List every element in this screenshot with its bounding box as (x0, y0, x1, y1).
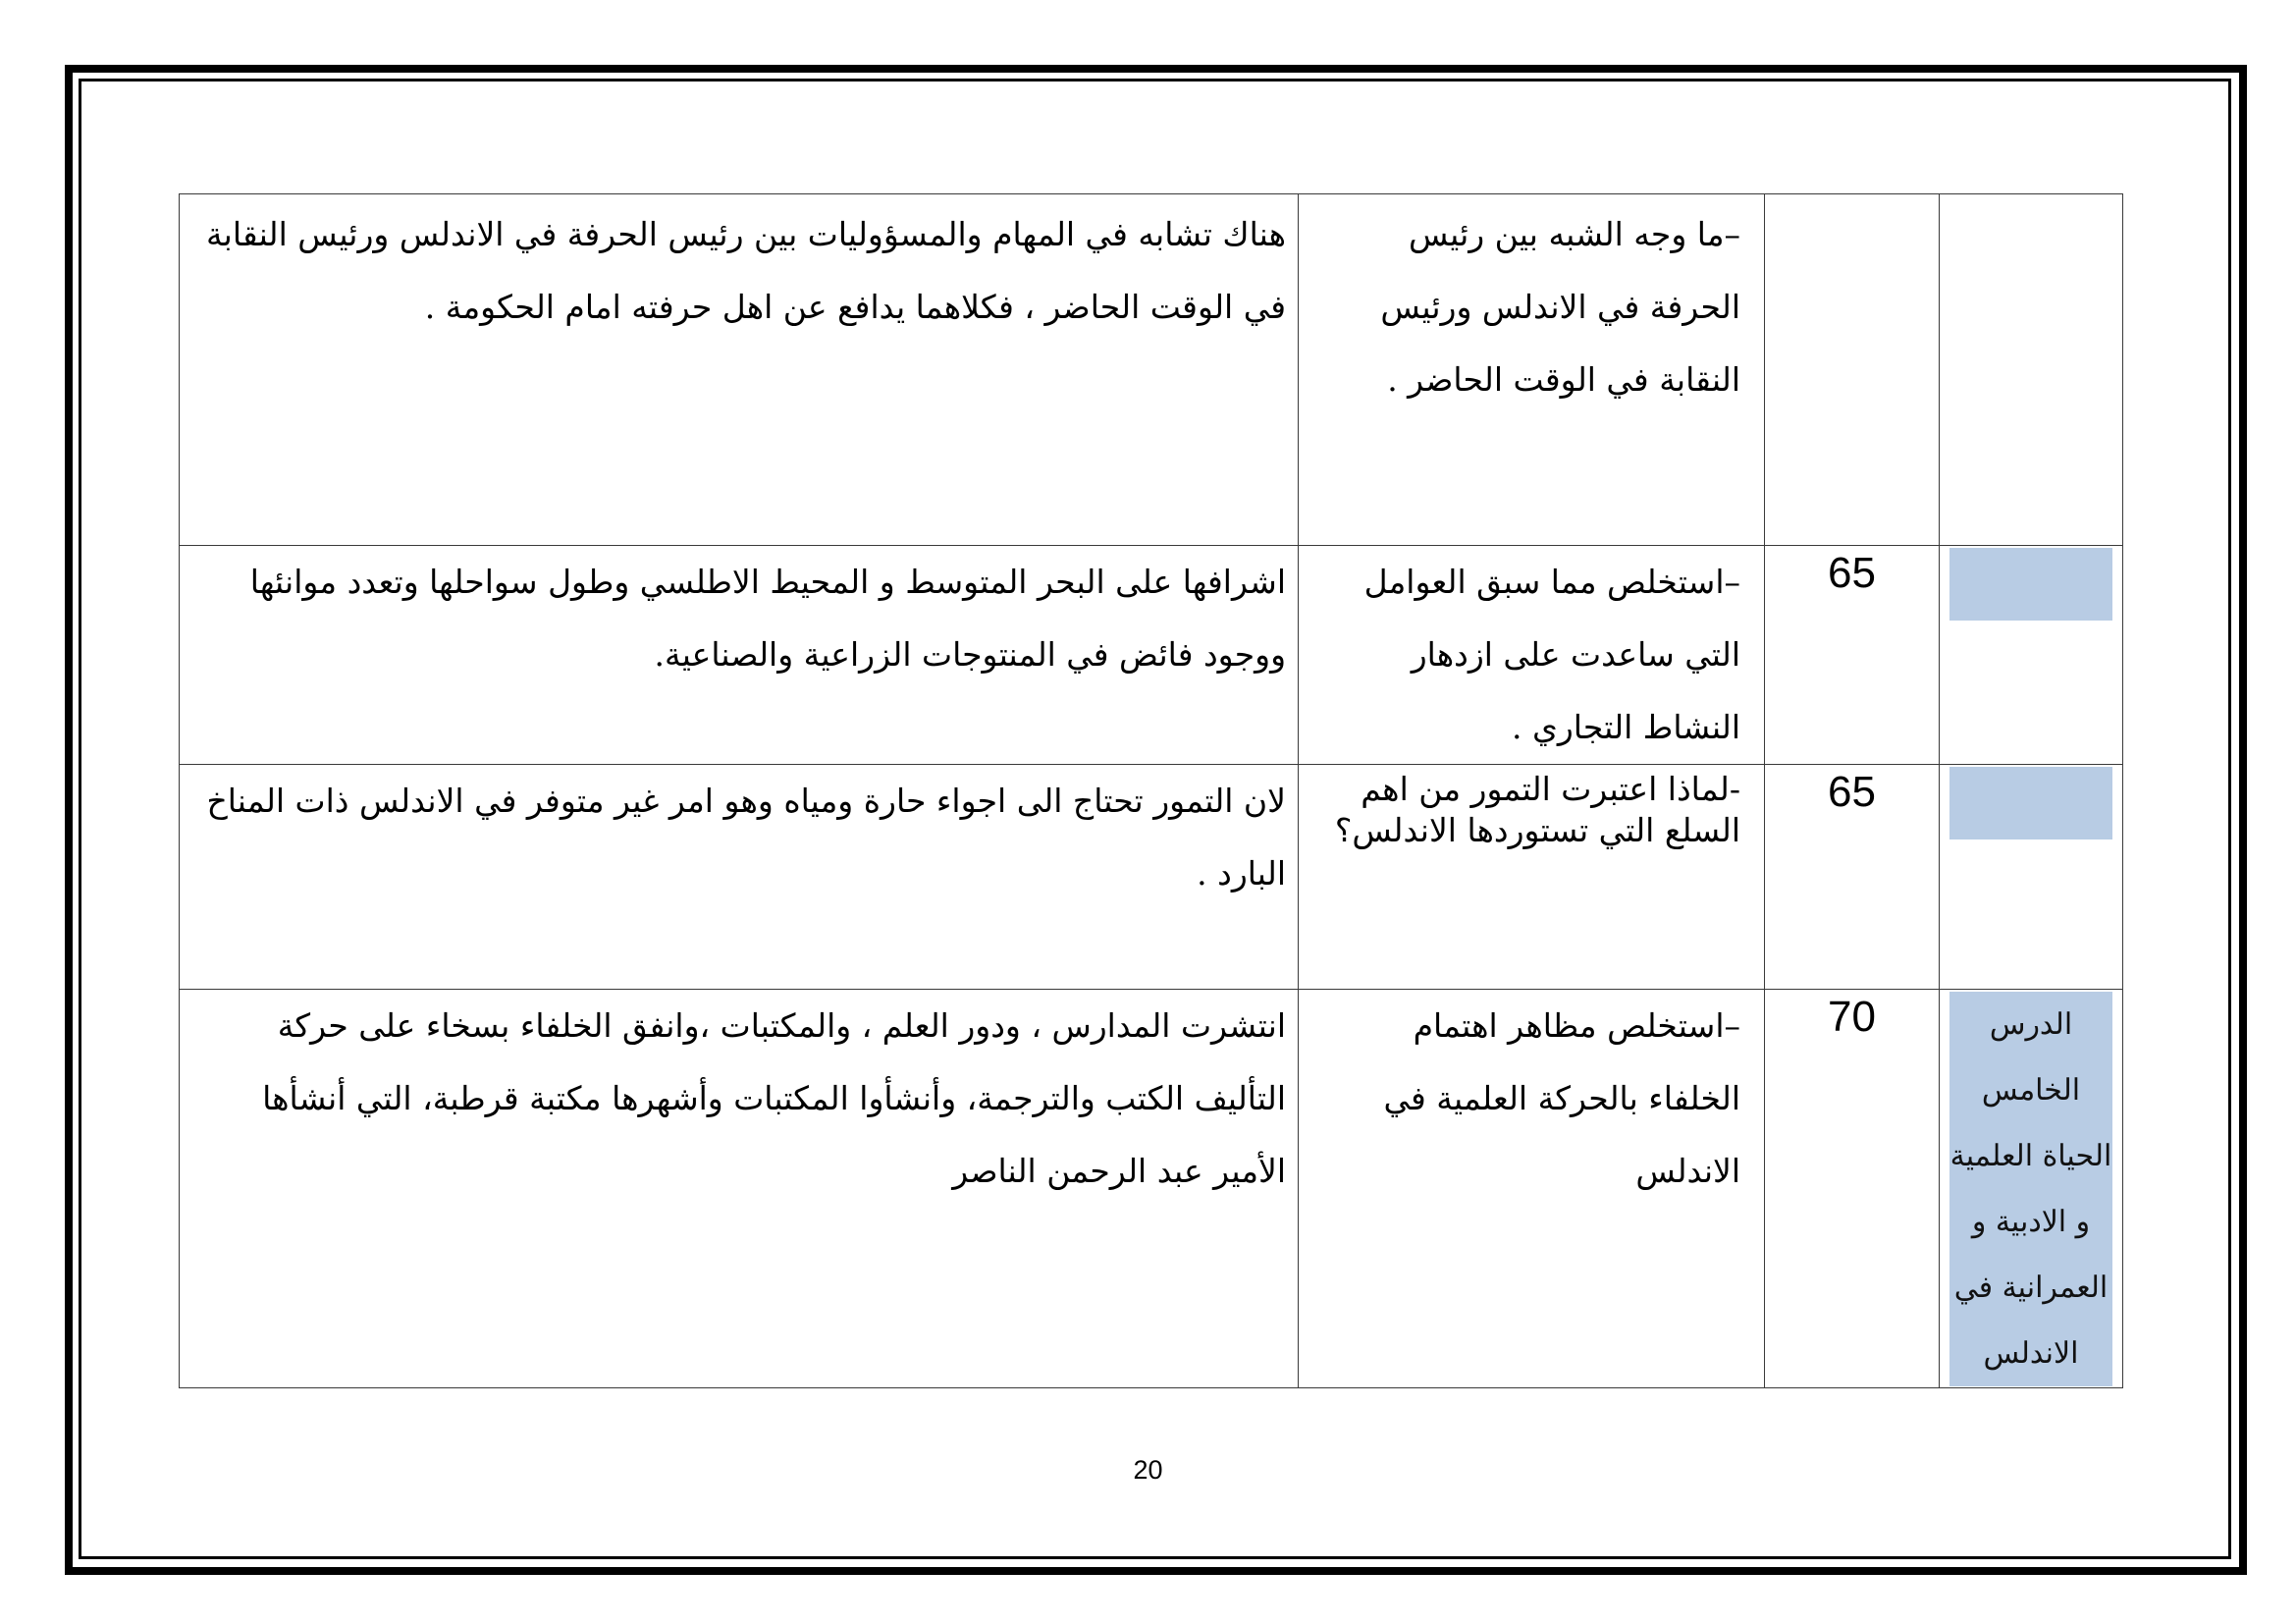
question-cell (1299, 765, 1765, 990)
answer-text: لان التمور تحتاج الى اجواء حارة ومياه وهو امر غير متوفر في الاندلس ذات المناخ البارد . (206, 782, 1286, 893)
question-text: -لماذا اعتبرت التمور من اهم السلع التي تستوردها الاندلس؟ (1334, 770, 1740, 849)
answer-cell (180, 765, 1299, 990)
answer-cell (180, 546, 1299, 765)
lesson-table (179, 193, 2123, 1388)
table-row (180, 194, 2123, 546)
question-text: –استخلص مظاهر اهتمام الخلفاء بالحركة العلمية في الاندلس (1383, 1006, 1740, 1190)
page-cell (1765, 546, 1940, 765)
lesson-title: الدرس الخامس الحياة العلمية و الادبية و العمرانية في الاندلس (1949, 992, 2112, 1386)
page-reference: 65 (1828, 549, 1876, 597)
question-cell (1299, 990, 1765, 1388)
answer-text: انتشرت المدارس ، ودور العلم ، والمكتبات ،وانفق الخلفاء بسخاء على حركة التأليف الكتب والترجمة، وأنشأوا المكتبات وأشهرها مكتبة قرطبة، التي أنشأها الأمير عبد الرحمن الناصر (262, 1006, 1286, 1190)
lesson-cell (1940, 546, 2123, 765)
answer-cell (180, 990, 1299, 1388)
page-cell (1765, 194, 1940, 546)
table-row (180, 990, 2123, 1388)
answer-cell (180, 194, 1299, 546)
page-cell (1765, 765, 1940, 990)
table-row (180, 546, 2123, 765)
page-reference: 65 (1828, 768, 1876, 816)
lesson-highlight (1949, 767, 2112, 839)
question-text: –استخلص مما سبق العوامل التي ساعدت على ازدهار النشاط التجاري . (1363, 563, 1740, 746)
lesson-highlight (1949, 548, 2112, 621)
question-cell (1299, 194, 1765, 546)
lesson-cell (1940, 194, 2123, 546)
lesson-cell (1940, 765, 2123, 990)
answer-text: اشرافها على البحر المتوسط و المحيط الاطلسي وطول سواحلها وتعدد موانئها ووجود فائض في المنتوجات الزراعية والصناعية. (249, 563, 1286, 674)
page-reference: 70 (1828, 993, 1876, 1041)
answer-text: هناك تشابه في المهام والمسؤوليات بين رئيس الحرفة في الاندلس ورئيس النقابة في الوقت الحاضر ، فكلاهما يدافع عن اهل حرفته امام الحكومة . (205, 215, 1286, 326)
page-number: 20 (1133, 1455, 1163, 1485)
table-row (180, 765, 2123, 990)
lesson-cell (1940, 990, 2123, 1388)
page-cell (1765, 990, 1940, 1388)
question-cell (1299, 546, 1765, 765)
question-text: –ما وجه الشبه بين رئيس الحرفة في الاندلس ورئيس النقابة في الوقت الحاضر . (1380, 215, 1740, 399)
